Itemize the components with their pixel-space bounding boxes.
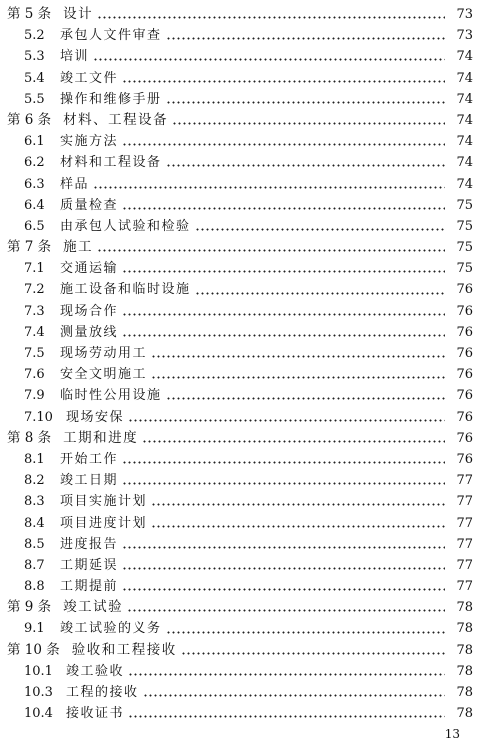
toc-chapter-entry[interactable]: [0, 4, 487, 25]
toc-entry-page: 74: [456, 176, 473, 192]
toc-entry-page: 76: [456, 282, 473, 298]
dot-leader: [122, 470, 445, 491]
toc-entry-title: 竣工验收: [66, 663, 125, 679]
toc-section-entry[interactable]: [0, 449, 487, 470]
toc-entry-number: 10.1: [24, 663, 53, 679]
toc-entry-page: 77: [456, 579, 473, 595]
toc-entry-number: 10.4: [24, 706, 53, 722]
dot-leader: [166, 385, 445, 406]
toc-entry-page: 77: [456, 515, 473, 531]
toc-entry-page: 76: [456, 409, 473, 425]
dot-leader: [166, 89, 445, 110]
toc-entry-title: 现场合作: [60, 303, 119, 319]
toc-entry-page: 75: [456, 218, 473, 234]
toc-section-entry[interactable]: [0, 513, 487, 534]
toc-entry-number: 7.2: [24, 282, 45, 298]
toc-section-entry[interactable]: [0, 279, 487, 300]
toc-entry-title: 材料、工程设备: [63, 111, 169, 128]
toc-entry-title: 项目进度计划: [60, 515, 148, 531]
dot-leader: [128, 661, 445, 682]
toc-entry-number: 8.1: [24, 451, 45, 467]
toc-section-entry[interactable]: [0, 322, 487, 343]
toc-entry-title: 设计: [63, 6, 94, 22]
toc-section-entry[interactable]: [0, 258, 487, 279]
toc-section-entry[interactable]: [0, 407, 487, 428]
toc-entry-number: 10.3: [24, 685, 53, 700]
toc-entry-number: 8.5: [24, 536, 45, 552]
toc-entry-page: 74: [456, 49, 473, 65]
toc-entry-title: 施工设备和临时设施: [60, 282, 191, 298]
toc-entry-title: 工程的接收: [66, 685, 139, 700]
toc-entry-title: 操作和维修手册: [60, 91, 162, 107]
toc-entry-number: 第 9 条: [7, 599, 52, 616]
dot-leader: [142, 428, 445, 449]
toc-section-entry[interactable]: [0, 343, 487, 364]
dot-leader: [122, 534, 445, 555]
toc-chapter-entry[interactable]: [0, 640, 487, 661]
dot-leader: [195, 280, 445, 301]
toc-chapter-entry[interactable]: [0, 597, 487, 618]
toc-entry-number: 8.8: [24, 579, 45, 595]
dot-leader: [93, 46, 445, 67]
dot-leader: [97, 4, 445, 25]
toc-section-entry[interactable]: [0, 195, 487, 216]
toc-entry-title: 验收和工程接收: [71, 641, 177, 658]
table-of-contents: [0, 4, 487, 724]
toc-section-entry[interactable]: [0, 174, 487, 195]
dot-leader: [195, 216, 445, 237]
toc-section-entry[interactable]: [0, 25, 487, 46]
dot-leader: [151, 364, 445, 385]
toc-entry-title: 材料和工程设备: [60, 155, 162, 171]
toc-entry-title: 质量检查: [60, 197, 119, 213]
dot-leader: [122, 195, 445, 216]
toc-entry-number: 5.5: [24, 91, 45, 107]
toc-entry-number: 第 5 条: [7, 6, 52, 22]
dot-leader: [93, 174, 445, 195]
toc-section-entry[interactable]: [0, 618, 487, 639]
dot-leader: [151, 513, 445, 534]
toc-section-entry[interactable]: [0, 216, 487, 237]
toc-entry-page: 78: [456, 642, 473, 658]
toc-entry-title: 工期延误: [60, 557, 119, 573]
toc-entry-page: 76: [456, 324, 473, 340]
toc-entry-number: 6.2: [24, 155, 45, 171]
toc-entry-number: 5.2: [24, 28, 45, 44]
toc-entry-number: 6.3: [24, 176, 45, 192]
dot-leader: [181, 640, 445, 661]
toc-entry-title: 测量放线: [60, 324, 119, 340]
toc-entry-page: 76: [456, 367, 473, 383]
toc-entry-page: 74: [456, 155, 473, 171]
toc-entry-title: 实施方法: [60, 134, 119, 150]
dot-leader: [166, 619, 445, 640]
toc-entry-number: 6.5: [24, 218, 45, 234]
toc-entry-number: 7.6: [24, 367, 45, 383]
dot-leader: [166, 25, 445, 46]
toc-entry-number: 7.9: [24, 388, 45, 404]
toc-section-entry[interactable]: [0, 491, 487, 512]
toc-entry-title: 竣工日期: [60, 473, 119, 489]
toc-section-entry[interactable]: [0, 555, 487, 576]
toc-chapter-entry[interactable]: [0, 237, 487, 258]
toc-section-entry[interactable]: [0, 46, 487, 67]
toc-entry-title: 安全文明施工: [60, 367, 148, 383]
toc-entry-title: 交通运输: [60, 261, 119, 277]
toc-entry-title: 竣工试验: [63, 599, 124, 616]
page-number: 13: [444, 727, 460, 741]
toc-entry-page: 76: [456, 388, 473, 404]
toc-entry-title: 临时性公用设施: [60, 388, 162, 404]
dot-leader: [128, 407, 445, 428]
toc-entry-page: 75: [456, 197, 473, 213]
dot-leader: [122, 68, 445, 89]
toc-entry-number: 8.4: [24, 515, 45, 531]
toc-entry-page: 76: [456, 451, 473, 467]
toc-entry-page: 73: [456, 7, 473, 22]
toc-section-entry[interactable]: [0, 682, 487, 703]
toc-section-entry[interactable]: [0, 152, 487, 173]
toc-section-entry[interactable]: [0, 89, 487, 110]
toc-entry-page: 74: [456, 91, 473, 107]
toc-entry-title: 工期和进度: [63, 429, 139, 446]
toc-section-entry[interactable]: [0, 301, 487, 322]
toc-entry-page: 78: [456, 600, 473, 616]
toc-entry-number: 7.1: [24, 261, 45, 277]
toc-entry-page: 78: [456, 663, 473, 679]
toc-entry-page: 78: [456, 685, 473, 700]
toc-entry-title: 由承包人试验和检验: [60, 218, 191, 234]
toc-entry-page: 73: [456, 28, 473, 44]
toc-entry-title: 施工: [63, 239, 94, 256]
toc-entry-title: 现场劳动用工: [60, 346, 148, 361]
toc-section-entry[interactable]: [0, 534, 487, 555]
toc-entry-page: 74: [456, 134, 473, 150]
toc-entry-number: 9.1: [24, 621, 45, 637]
toc-entry-page: 74: [456, 70, 473, 86]
toc-entry-number: 6.4: [24, 197, 45, 213]
toc-entry-number: 8.3: [24, 494, 45, 510]
toc-chapter-entry[interactable]: [0, 428, 487, 449]
toc-entry-title: 承包人文件审查: [60, 28, 162, 44]
dot-leader: [151, 343, 445, 364]
toc-entry-number: 7.10: [24, 409, 53, 425]
toc-entry-title: 竣工试验的义务: [60, 621, 162, 637]
toc-entry-title: 接收证书: [66, 706, 125, 722]
toc-entry-page: 77: [456, 557, 473, 573]
toc-entry-page: 77: [456, 473, 473, 489]
toc-chapter-entry[interactable]: [0, 110, 487, 131]
dot-leader: [122, 449, 445, 470]
toc-entry-number: 第 6 条: [7, 111, 52, 128]
toc-entry-page: 76: [456, 430, 473, 446]
toc-entry-number: 7.5: [24, 346, 45, 361]
dot-leader: [122, 555, 445, 576]
dot-leader: [122, 322, 445, 343]
dot-leader: [166, 152, 445, 173]
toc-entry-title: 工期提前: [60, 579, 119, 595]
toc-entry-number: 第 7 条: [7, 239, 52, 256]
toc-entry-page: 74: [456, 112, 473, 128]
toc-entry-number: 8.7: [24, 557, 45, 573]
toc-section-entry[interactable]: [0, 68, 487, 89]
toc-section-entry[interactable]: [0, 576, 487, 597]
toc-section-entry[interactable]: [0, 131, 487, 152]
dot-leader: [97, 237, 445, 258]
toc-entry-title: 进度报告: [60, 536, 119, 552]
dot-leader: [128, 703, 445, 724]
dot-leader: [122, 576, 445, 597]
toc-entry-title: 现场安保: [66, 409, 125, 425]
dot-leader: [122, 258, 445, 279]
toc-entry-number: 第 8 条: [7, 429, 52, 446]
toc-entry-title: 培训: [60, 49, 90, 65]
toc-section-entry[interactable]: [0, 470, 487, 491]
toc-entry-page: 78: [456, 621, 473, 637]
dot-leader: [151, 491, 445, 512]
toc-section-entry[interactable]: [0, 385, 487, 406]
dot-leader: [143, 682, 445, 703]
dot-leader: [172, 110, 445, 131]
toc-entry-page: 75: [456, 261, 473, 277]
toc-entry-page: 77: [456, 536, 473, 552]
toc-entry-page: 76: [456, 346, 473, 361]
toc-entry-number: 第 10 条: [7, 641, 60, 658]
toc-entry-number: 8.2: [24, 473, 45, 489]
toc-section-entry[interactable]: [0, 661, 487, 682]
toc-entry-title: 开始工作: [60, 451, 119, 467]
toc-entry-number: 6.1: [24, 134, 45, 150]
toc-entry-page: 77: [456, 494, 473, 510]
toc-section-entry[interactable]: [0, 364, 487, 385]
toc-section-entry[interactable]: [0, 703, 487, 724]
toc-entry-number: 5.3: [24, 49, 45, 65]
dot-leader: [122, 131, 445, 152]
toc-entry-number: 5.4: [24, 70, 45, 86]
toc-entry-title: 项目实施计划: [60, 494, 148, 510]
toc-entry-number: 7.3: [24, 303, 45, 319]
toc-entry-page: 76: [456, 303, 473, 319]
toc-entry-title: 样品: [60, 176, 90, 192]
toc-entry-page: 75: [456, 240, 473, 256]
toc-entry-title: 竣工文件: [60, 70, 119, 86]
toc-entry-number: 7.4: [24, 324, 45, 340]
dot-leader: [122, 301, 445, 322]
dot-leader: [127, 597, 445, 618]
toc-entry-page: 78: [456, 706, 473, 722]
